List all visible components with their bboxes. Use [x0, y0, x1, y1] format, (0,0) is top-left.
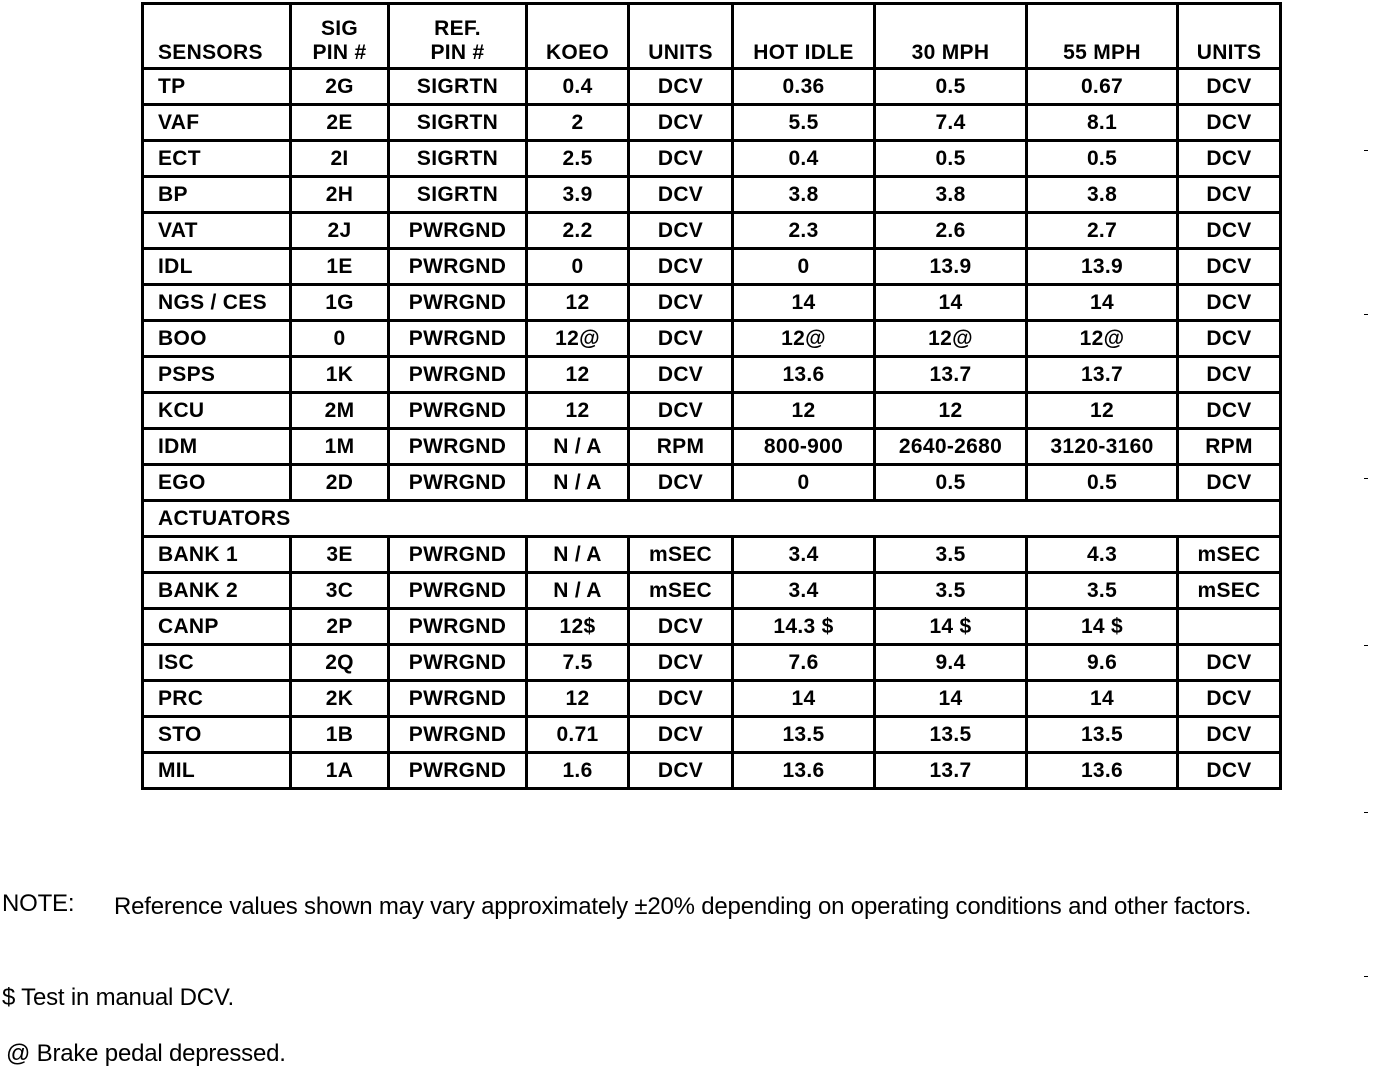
table-cell: 2Q [291, 645, 389, 681]
row-label-cell: STO [143, 717, 291, 753]
margin-tick [1364, 812, 1368, 813]
table-cell: 13.7 [875, 357, 1027, 393]
dollar-footnote: $ Test in manual DCV. [2, 984, 234, 1011]
table-cell: SIGRTN [389, 141, 527, 177]
table-cell: 0.5 [875, 141, 1027, 177]
table-cell: DCV [629, 645, 733, 681]
table-cell: PWRGND [389, 393, 527, 429]
table-cell: PWRGND [389, 321, 527, 357]
table-cell: 2.7 [1027, 213, 1178, 249]
table-cell: 0 [527, 249, 629, 285]
table-cell: 0.5 [875, 465, 1027, 501]
table-cell: 12 [733, 393, 875, 429]
row-label-cell: IDL [143, 249, 291, 285]
table-cell: 2D [291, 465, 389, 501]
table-cell: 3.4 [733, 537, 875, 573]
table-cell: 14.3 $ [733, 609, 875, 645]
table-cell: DCV [1178, 105, 1281, 141]
row-label-cell: NGS / CES [143, 285, 291, 321]
table-cell: DCV [1178, 249, 1281, 285]
table-cell: PWRGND [389, 753, 527, 789]
table-cell: 12@ [875, 321, 1027, 357]
margin-tick [1364, 976, 1368, 977]
row-label-cell: TP [143, 69, 291, 105]
table-body [143, 69, 1281, 789]
row-label-cell: EGO [143, 465, 291, 501]
actuator-row [143, 717, 1281, 753]
row-label-cell: VAT [143, 213, 291, 249]
table-cell: DCV [1178, 69, 1281, 105]
sensor-row [143, 141, 1281, 177]
table-cell: 2.3 [733, 213, 875, 249]
table-cell: 2K [291, 681, 389, 717]
table-cell: DCV [1178, 285, 1281, 321]
table-cell: 12@ [1027, 321, 1178, 357]
actuator-row [143, 537, 1281, 573]
actuator-row [143, 573, 1281, 609]
table-cell: 13.6 [733, 753, 875, 789]
table-cell: 13.9 [875, 249, 1027, 285]
table-cell: 13.5 [733, 717, 875, 753]
table-cell: 3.5 [1027, 573, 1178, 609]
column-header-line: HOT IDLE [753, 41, 854, 64]
table-cell: DCV [629, 609, 733, 645]
table-cell: DCV [1178, 753, 1281, 789]
margin-tick [1364, 478, 1368, 479]
column-header [291, 4, 389, 69]
column-header [875, 4, 1027, 69]
table-cell: DCV [1178, 177, 1281, 213]
sensor-row [143, 249, 1281, 285]
row-label-cell: BANK 2 [143, 573, 291, 609]
sensor-row [143, 285, 1281, 321]
sensor-row [143, 177, 1281, 213]
table-cell: 4.3 [1027, 537, 1178, 573]
row-label-cell: ISC [143, 645, 291, 681]
table-cell: DCV [629, 465, 733, 501]
table-cell: PWRGND [389, 573, 527, 609]
table-cell: PWRGND [389, 357, 527, 393]
table-cell: 0 [733, 465, 875, 501]
row-label-cell: ECT [143, 141, 291, 177]
table-cell: 2J [291, 213, 389, 249]
column-header-line: 30 MPH [911, 41, 990, 64]
row-label-cell: PRC [143, 681, 291, 717]
table-cell: SIGRTN [389, 177, 527, 213]
table-cell: DCV [629, 213, 733, 249]
table-cell: 2640-2680 [875, 429, 1027, 465]
table-cell: mSEC [1178, 537, 1281, 573]
column-header-line: UNITS [648, 41, 713, 64]
column-header-line: UNITS [1196, 41, 1262, 64]
table-cell: 2.6 [875, 213, 1027, 249]
table-cell: 1G [291, 285, 389, 321]
table-cell: 9.4 [875, 645, 1027, 681]
table-cell: 14 [875, 285, 1027, 321]
table-cell: 2P [291, 609, 389, 645]
table-cell: DCV [1178, 141, 1281, 177]
table-cell: 0.4 [527, 69, 629, 105]
table-cell: 7.6 [733, 645, 875, 681]
table-cell: 12@ [527, 321, 629, 357]
table-cell: N / A [527, 573, 629, 609]
table-cell: 0 [733, 249, 875, 285]
table-cell: 0.5 [875, 69, 1027, 105]
column-header-line: PIN # [312, 41, 367, 64]
table-cell: 0.4 [733, 141, 875, 177]
table-cell: 12@ [733, 321, 875, 357]
table-cell: 3.8 [875, 177, 1027, 213]
table-cell: DCV [629, 105, 733, 141]
table-cell: 0.5 [1027, 465, 1178, 501]
table-cell: 13.7 [875, 753, 1027, 789]
table-cell: 1K [291, 357, 389, 393]
column-header [733, 4, 875, 69]
table-cell: 2.2 [527, 213, 629, 249]
table-cell: 2E [291, 105, 389, 141]
sensor-row [143, 321, 1281, 357]
header-row [143, 4, 1281, 69]
row-label-cell: KCU [143, 393, 291, 429]
row-label-cell: MIL [143, 753, 291, 789]
table-cell: PWRGND [389, 645, 527, 681]
table-cell: DCV [629, 249, 733, 285]
table-cell: 14 [1027, 681, 1178, 717]
table-cell: 14 $ [1027, 609, 1178, 645]
table-cell: 3.4 [733, 573, 875, 609]
table-cell: SIGRTN [389, 105, 527, 141]
table-cell: DCV [1178, 321, 1281, 357]
margin-tick [1364, 645, 1368, 646]
table-cell: RPM [629, 429, 733, 465]
table-cell: DCV [629, 357, 733, 393]
actuator-row [143, 753, 1281, 789]
table-cell: 0.36 [733, 69, 875, 105]
table-cell: 2 [527, 105, 629, 141]
table-cell: 0.5 [1027, 141, 1178, 177]
table-cell: 13.9 [1027, 249, 1178, 285]
table-cell: 3.5 [875, 537, 1027, 573]
sensor-row [143, 429, 1281, 465]
column-header-line: PIN # [430, 41, 485, 64]
actuator-row [143, 645, 1281, 681]
sensor-row [143, 69, 1281, 105]
notes-section [0, 890, 1392, 1067]
actuator-row [143, 609, 1281, 645]
table-cell: 3.9 [527, 177, 629, 213]
note-row [0, 890, 1392, 960]
column-header-line: 55 MPH [1063, 41, 1141, 64]
table-cell: 12 [527, 357, 629, 393]
column-header [629, 4, 733, 69]
at-footnote: @ Brake pedal depressed. [6, 1040, 286, 1067]
table-header [143, 4, 1281, 69]
table-cell: 12 [875, 393, 1027, 429]
table-cell: 12 [527, 393, 629, 429]
table-cell: 3120-3160 [1027, 429, 1178, 465]
table-cell: DCV [629, 681, 733, 717]
table-cell: DCV [1178, 645, 1281, 681]
table-cell: PWRGND [389, 609, 527, 645]
table-cell [1178, 609, 1281, 645]
table-cell: 2.5 [527, 141, 629, 177]
table-cell: 14 [875, 681, 1027, 717]
table-cell: mSEC [629, 537, 733, 573]
section-header-row [143, 501, 1281, 537]
table-cell: 14 [1027, 285, 1178, 321]
reference-values-table-container [141, 2, 1279, 790]
table-cell: DCV [629, 69, 733, 105]
table-cell: DCV [1178, 393, 1281, 429]
table-cell: 12$ [527, 609, 629, 645]
table-cell: 2H [291, 177, 389, 213]
table-cell: 2G [291, 69, 389, 105]
table-cell: PWRGND [389, 429, 527, 465]
table-cell: 13.6 [733, 357, 875, 393]
table-cell: 3.5 [875, 573, 1027, 609]
table-cell: 0.71 [527, 717, 629, 753]
column-header [389, 4, 527, 69]
table-cell: 5.5 [733, 105, 875, 141]
table-cell: 1A [291, 753, 389, 789]
column-header [1178, 4, 1281, 69]
table-cell: DCV [629, 393, 733, 429]
table-cell: PWRGND [389, 681, 527, 717]
table-cell: PWRGND [389, 537, 527, 573]
table-cell: DCV [1178, 213, 1281, 249]
row-label-cell: PSPS [143, 357, 291, 393]
table-cell: PWRGND [389, 249, 527, 285]
margin-tick [1364, 150, 1368, 151]
table-cell: 1.6 [527, 753, 629, 789]
table-cell: PWRGND [389, 717, 527, 753]
note-label: NOTE: [2, 890, 75, 917]
note-text: Reference values shown may vary approximately ±20% depending on operating conditions and other factors. [114, 893, 1252, 920]
table-cell: 7.4 [875, 105, 1027, 141]
table-cell: N / A [527, 465, 629, 501]
table-cell: 2I [291, 141, 389, 177]
column-header-line: SENSORS [158, 41, 263, 64]
row-label-cell: BANK 1 [143, 537, 291, 573]
table-cell: 3E [291, 537, 389, 573]
sensor-row [143, 357, 1281, 393]
reference-values-table [141, 2, 1282, 790]
table-cell: 8.1 [1027, 105, 1178, 141]
table-cell: 0 [291, 321, 389, 357]
table-cell: N / A [527, 429, 629, 465]
margin-tick [1364, 314, 1368, 315]
table-cell: 1B [291, 717, 389, 753]
table-cell: PWRGND [389, 465, 527, 501]
row-label-cell: BP [143, 177, 291, 213]
table-cell: 14 $ [875, 609, 1027, 645]
actuator-row [143, 681, 1281, 717]
table-cell: DCV [629, 753, 733, 789]
table-cell: 14 [733, 285, 875, 321]
sensor-row [143, 105, 1281, 141]
table-cell: 1M [291, 429, 389, 465]
table-cell: 800-900 [733, 429, 875, 465]
table-cell: 12 [1027, 393, 1178, 429]
table-cell: 0.67 [1027, 69, 1178, 105]
table-cell: 13.7 [1027, 357, 1178, 393]
table-cell: RPM [1178, 429, 1281, 465]
column-header-line: SIG [320, 17, 359, 40]
table-cell: PWRGND [389, 285, 527, 321]
table-cell: 13.6 [1027, 753, 1178, 789]
column-header [1027, 4, 1178, 69]
table-cell: DCV [629, 177, 733, 213]
column-header-line: KOEO [545, 41, 610, 64]
table-cell: DCV [629, 141, 733, 177]
table-cell: DCV [629, 321, 733, 357]
row-label-cell: BOO [143, 321, 291, 357]
table-cell: 13.5 [875, 717, 1027, 753]
actuators-section-label: ACTUATORS [143, 501, 1281, 537]
table-cell: 7.5 [527, 645, 629, 681]
table-cell: 3.8 [733, 177, 875, 213]
table-cell: 3.8 [1027, 177, 1178, 213]
table-cell: PWRGND [389, 213, 527, 249]
table-cell: 12 [527, 285, 629, 321]
row-label-cell: VAF [143, 105, 291, 141]
table-cell: DCV [629, 285, 733, 321]
table-cell: 9.6 [1027, 645, 1178, 681]
row-label-cell: CANP [143, 609, 291, 645]
table-cell: 13.5 [1027, 717, 1178, 753]
table-cell: 2M [291, 393, 389, 429]
table-cell: DCV [629, 717, 733, 753]
column-header [143, 4, 291, 69]
table-cell: mSEC [1178, 573, 1281, 609]
table-cell: 1E [291, 249, 389, 285]
table-cell: 3C [291, 573, 389, 609]
table-cell: N / A [527, 537, 629, 573]
table-cell: SIGRTN [389, 69, 527, 105]
table-cell: DCV [1178, 717, 1281, 753]
table-cell: 12 [527, 681, 629, 717]
table-cell: mSEC [629, 573, 733, 609]
sensor-row [143, 213, 1281, 249]
row-label-cell: IDM [143, 429, 291, 465]
table-cell: DCV [1178, 465, 1281, 501]
table-cell: DCV [1178, 357, 1281, 393]
sensor-row [143, 393, 1281, 429]
table-cell: DCV [1178, 681, 1281, 717]
sensor-row [143, 465, 1281, 501]
column-header [527, 4, 629, 69]
table-cell: 14 [733, 681, 875, 717]
column-header-line: REF. [434, 17, 481, 40]
